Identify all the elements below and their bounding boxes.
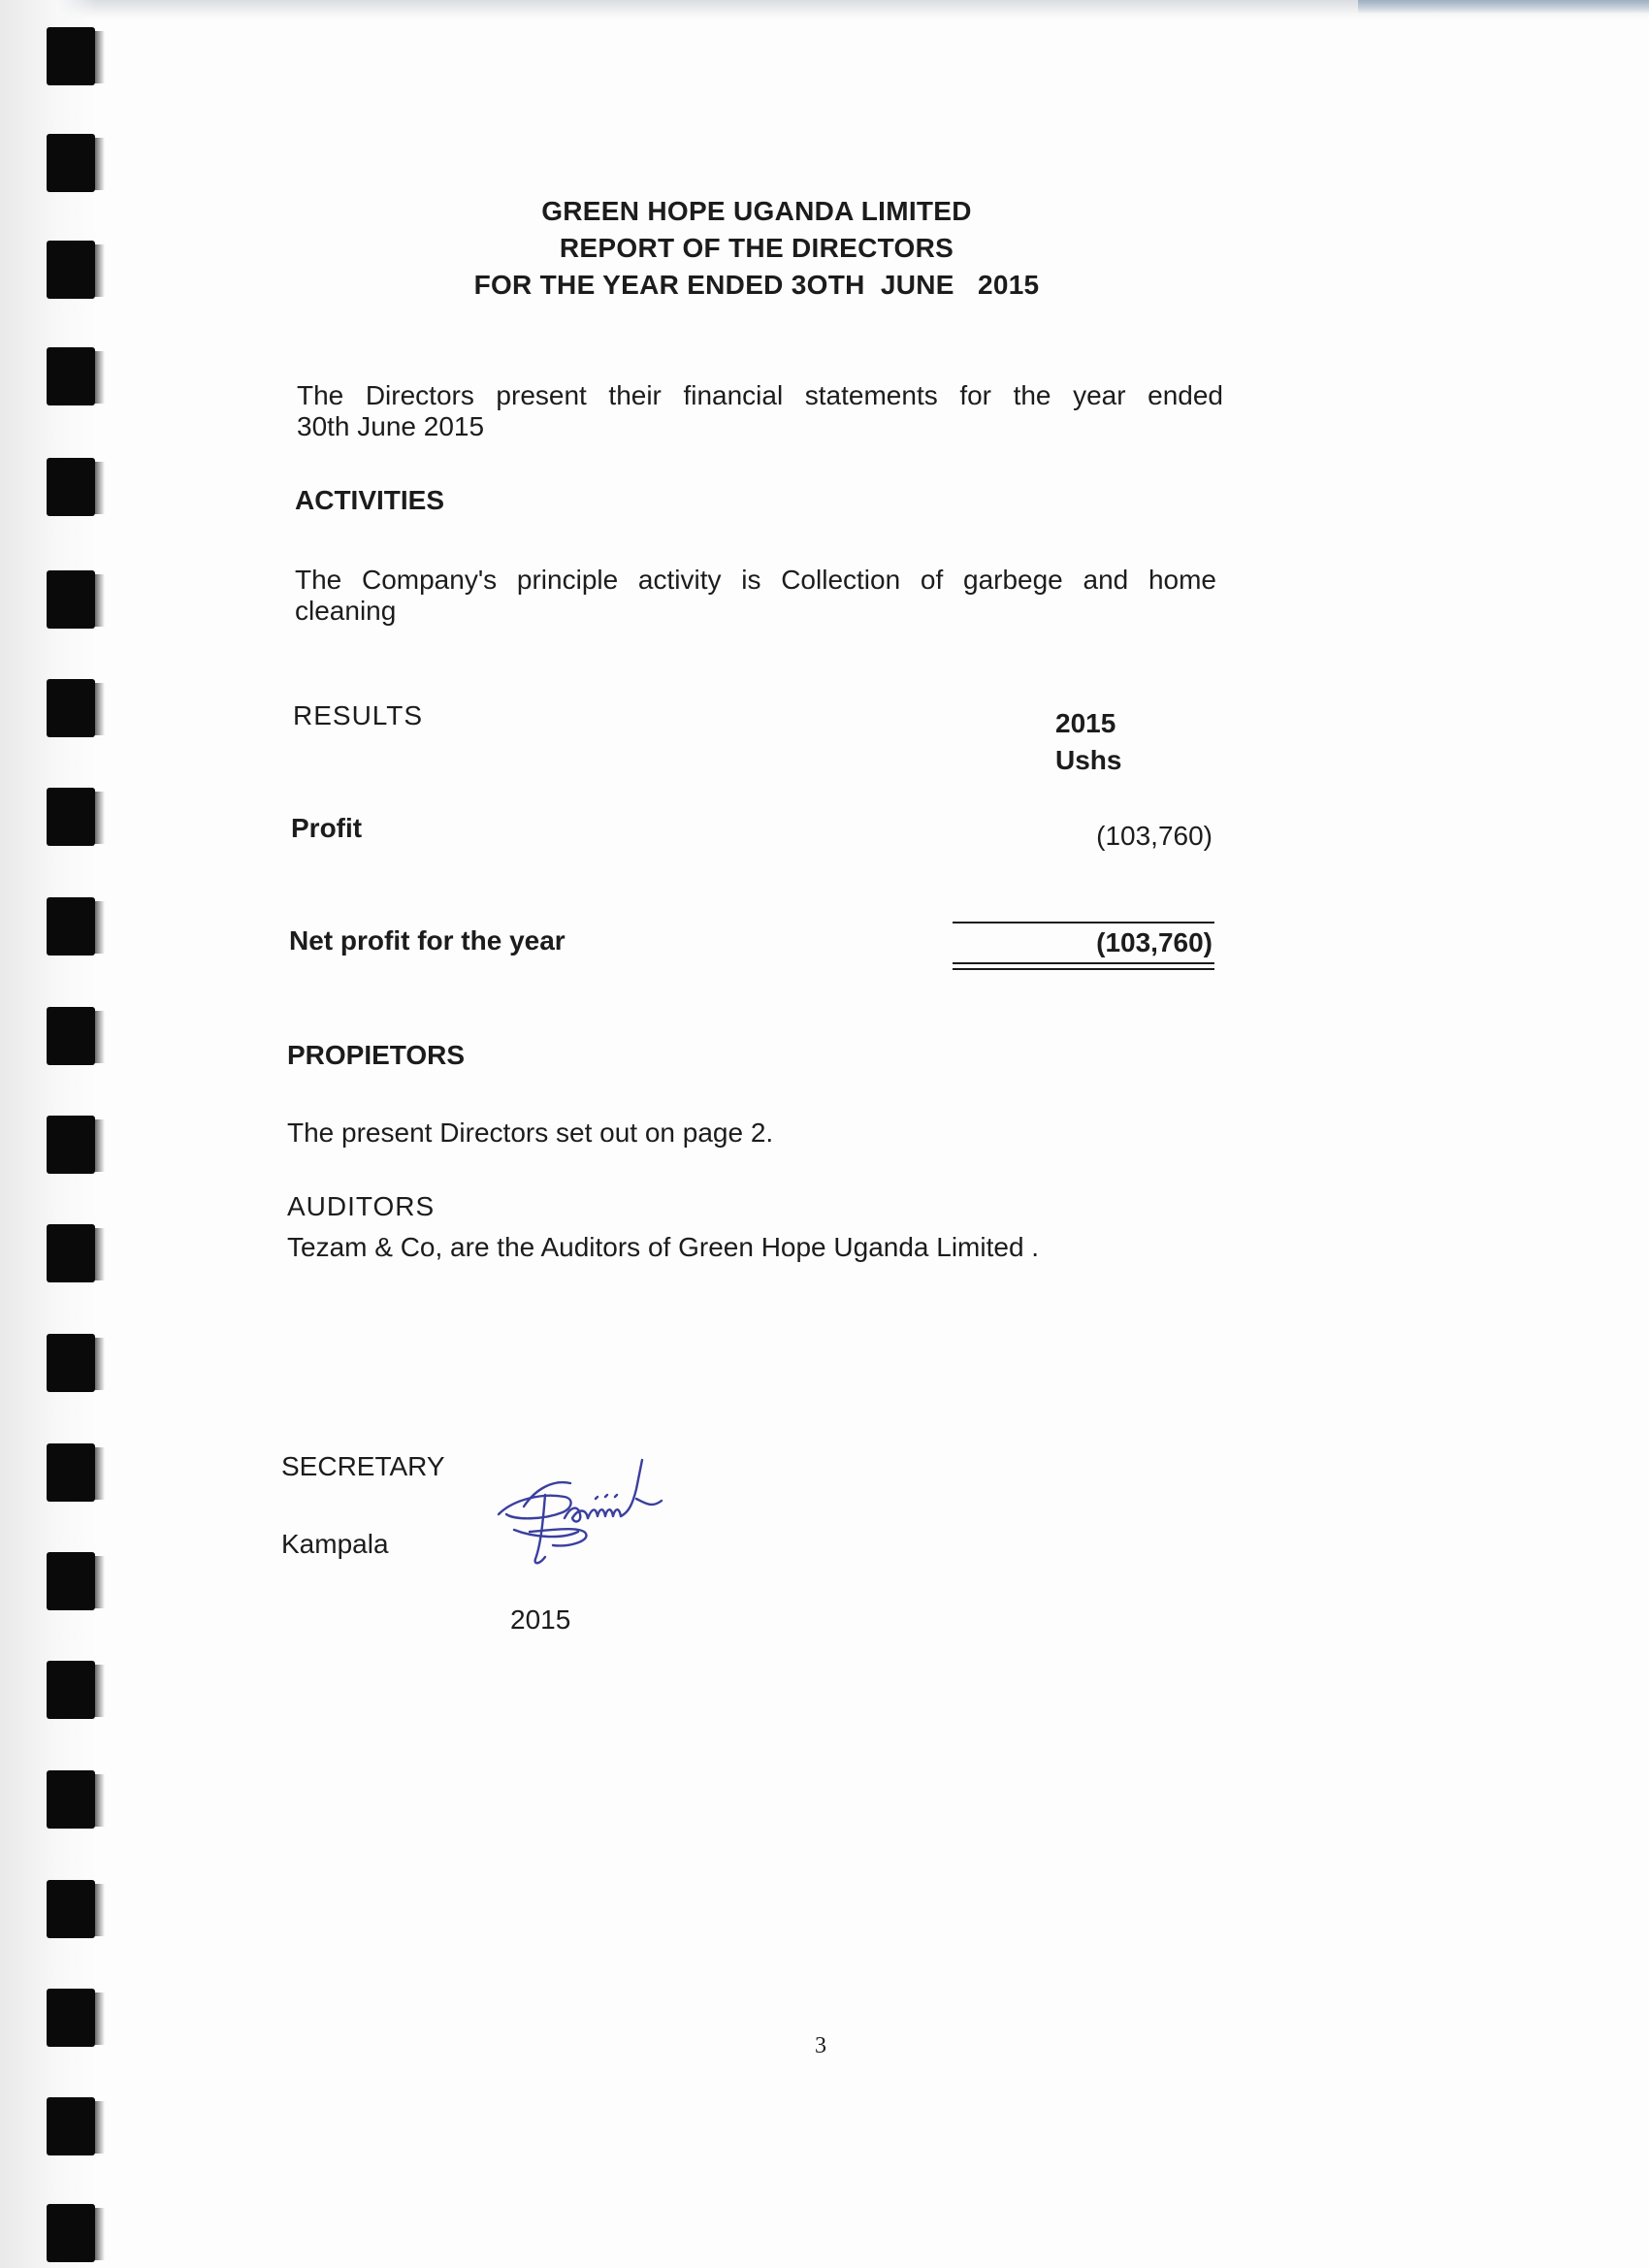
binding-hole [47,570,95,629]
activities-line-2: cleaning [295,596,397,626]
binding-hole [47,134,95,192]
sign-place: Kampala [281,1529,389,1559]
binding-hole [47,458,95,516]
net-profit-label: Net profit for the year [289,925,566,956]
binding-hole [47,2097,95,2155]
binding-hole [47,1770,95,1829]
binding-hole [47,1552,95,1610]
intro-line-2: 30th June 2015 [297,411,485,441]
binding-hole [47,27,95,85]
activities-line-1: The Company's principle activity is Collection of garbege and home [295,565,1216,595]
results-column-currency: Ushs [1055,745,1122,775]
page-number: 3 [815,2033,826,2058]
auditors-heading: AUDITORS [287,1191,436,1221]
results-heading: RESULTS [293,700,424,730]
auditors-text: Tezam & Co, are the Auditors of Green Hope Uganda Limited . [287,1232,1040,1262]
binding-hole [47,1661,95,1719]
activities-heading: ACTIVITIES [295,485,445,515]
sign-year: 2015 [510,1604,571,1635]
report-title: REPORT OF THE DIRECTORS [559,233,954,263]
total-double-rule-top [953,962,1214,964]
report-period: FOR THE YEAR ENDED 3OTH JUNE 2015 [473,270,1040,300]
signature-stroke [499,1496,571,1518]
profit-label: Profit [291,813,363,843]
intro-line-1: The Directors present their financial statements for the year ended [297,380,1223,410]
signature-stroke [636,1499,662,1505]
binding-hole [47,788,95,846]
spiral-binding [0,0,107,2268]
profit-value: (103,760) [1096,821,1212,851]
signature-stroke [596,1495,617,1499]
binding-hole [47,2204,95,2262]
binding-hole [47,347,95,405]
binding-hole [47,241,95,299]
binding-hole [47,1224,95,1282]
proprietors-heading: PROPIETORS [287,1040,466,1070]
results-column-year: 2015 [1055,708,1116,738]
signature-stroke [588,1509,621,1518]
signature-stroke [621,1460,642,1516]
secretary-label: SECRETARY [281,1451,445,1481]
binding-hole [47,1880,95,1938]
proprietors-text: The present Directors set out on page 2. [287,1118,774,1148]
binding-hole [47,1116,95,1174]
binding-hole [47,1334,95,1392]
binding-hole [47,897,95,956]
company-name: GREEN HOPE UGANDA LIMITED [541,196,972,226]
secretary-signature [485,1450,689,1581]
binding-hole [47,1007,95,1065]
binding-hole [47,1989,95,2047]
binding-hole [47,679,95,737]
total-double-rule-bottom [953,968,1214,970]
signature-stroke [524,1482,570,1507]
net-profit-value: (103,760) [1096,927,1212,957]
binding-hole [47,1443,95,1502]
page-top-edge-tint [1358,0,1649,14]
subtotal-rule [953,922,1214,923]
signature-stroke [535,1495,545,1563]
